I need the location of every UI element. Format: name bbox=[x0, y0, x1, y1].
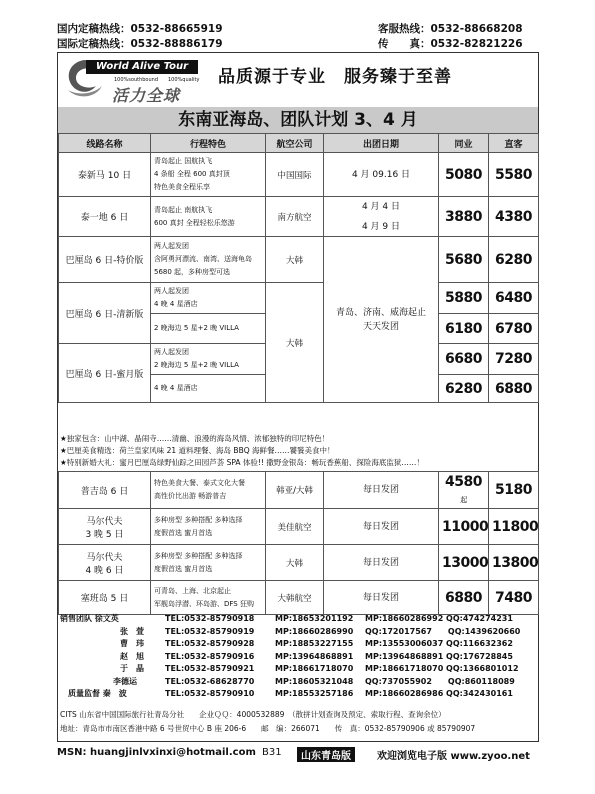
banner bbox=[58, 53, 538, 108]
page-number: B31 bbox=[262, 747, 282, 758]
note-line: ★独家包含：山中湖、晶闹寺……清幽、浪漫的海岛风情、浓郁独特的印尼特色！ bbox=[60, 434, 330, 443]
fax-line: 传 真：0532-82821226 bbox=[378, 38, 523, 50]
table-row bbox=[59, 509, 539, 545]
trade-price: 5080 bbox=[439, 153, 489, 197]
table-row bbox=[59, 237, 539, 283]
route-features: 可青岛、上海、北京起止 军舰岛浮潜、环岛游、DFS 狂购 bbox=[151, 581, 266, 615]
direct-price: 4380 bbox=[489, 197, 539, 237]
header-trade: 同业 bbox=[439, 134, 489, 153]
route-features: 青岛起止 南航执飞 600 真封 全程轻松乐悠游 bbox=[151, 197, 266, 237]
note-line: ★特别新婚大礼：蜜月巴厘岛绿野仙踪之田园芦荟 SPA 体验!! 撒野金银岛：畅玩香蕉船、探险海底监狱……！ bbox=[60, 458, 424, 467]
depart-date: 每日发团 bbox=[324, 581, 439, 615]
msn-contact: MSN: huangjinlvxinxi@hotmail.com bbox=[57, 747, 256, 758]
depart-date: 4 月 09.16 日 bbox=[324, 153, 439, 197]
airline: 韩亚/大韩 bbox=[266, 472, 324, 509]
header-route: 线路名称 bbox=[59, 134, 151, 153]
domestic-hotline: 国内定稿热线：0532-88665919 bbox=[57, 23, 223, 35]
feature-notes bbox=[60, 433, 536, 469]
logo-chinese: 活力全球 bbox=[112, 86, 181, 105]
route-name: 马尔代夫 4 晚 6 日 bbox=[59, 545, 151, 581]
airline: 南方航空 bbox=[266, 197, 324, 237]
airline: 美佳航空 bbox=[266, 509, 324, 545]
direct-price: 6480 bbox=[489, 283, 539, 314]
route-features: 青岛起止 国航执飞 4 条船 全程 600 真封顶 特色美食全程乐享 bbox=[151, 153, 266, 197]
route-features: 4 晚 4 星酒店 bbox=[151, 375, 266, 403]
route-name: 马尔代夫 3 晚 5 日 bbox=[59, 509, 151, 545]
trade-price: 6680 bbox=[439, 344, 489, 375]
trade-price: 11000 bbox=[439, 509, 489, 545]
depart-date: 4 月 4 日 4 月 9 日 bbox=[324, 197, 439, 237]
route-name: 泰一地 6 日 bbox=[59, 197, 151, 237]
intl-hotline: 国际定稿热线：0532-88886179 bbox=[57, 38, 223, 50]
route-name: 普吉岛 6 日 bbox=[59, 472, 151, 509]
trade-price: 5880 bbox=[439, 283, 489, 314]
table-row bbox=[59, 545, 539, 581]
trade-price: 6880 bbox=[439, 581, 489, 615]
slogan: 品质源于专业 服务臻于至善 bbox=[218, 67, 452, 87]
table-row bbox=[59, 283, 539, 314]
route-features: 2 晚海边 5 星+2 晚 VILLA bbox=[151, 314, 266, 344]
depart-date: 每日发团 bbox=[324, 509, 439, 545]
trade-price: 6180 bbox=[439, 314, 489, 344]
trade-price: 13000 bbox=[439, 545, 489, 581]
bottom-bar bbox=[57, 747, 539, 763]
website-link[interactable]: 欢迎浏览电子版 www.zyoo.net bbox=[377, 751, 530, 762]
direct-price: 5580 bbox=[489, 153, 539, 197]
trade-price: 5680 bbox=[439, 237, 489, 283]
depart-date: 每日发团 bbox=[324, 545, 439, 581]
edition-badge: 山东青岛版 bbox=[297, 747, 355, 762]
trade-price: 6280 bbox=[439, 375, 489, 403]
plan-table-2 bbox=[58, 471, 539, 615]
plan-title: 东南亚海岛、团队计划 3、4 月 bbox=[58, 107, 538, 134]
table-header bbox=[59, 134, 539, 153]
route-name: 巴厘岛 6 日-蜜月版 bbox=[59, 344, 151, 403]
shared-airline: 大韩 bbox=[266, 283, 324, 403]
airline: 大韩 bbox=[266, 237, 324, 283]
note-line: ★巴厘美食精选：荷兰皇家风味 21 道料理餐、海岛 BBQ 海鲜餐……饕餮美食中！ bbox=[60, 446, 335, 455]
logo-english: World Alive Tour bbox=[86, 60, 198, 74]
table-row bbox=[59, 197, 539, 237]
trade-price: 4580起 bbox=[439, 472, 489, 509]
route-features: 两人起发团 含阿勇河漂流、南湾、送海龟岛 5680 起，多种房型可选 bbox=[151, 237, 266, 283]
route-features: 两人起发团 2 晚海边 5 星+2 晚 VILLA bbox=[151, 344, 266, 375]
address-info: 地址：青岛市市南区香港中路 6 号世贸中心 B 座 206-6 邮 编：266071 传 真：0532-85790906 或 85790907 bbox=[60, 724, 476, 733]
direct-price: 7280 bbox=[489, 344, 539, 375]
route-features: 多种房型 多种搭配 多种选择 度假首选 蜜月首选 bbox=[151, 545, 266, 581]
logo bbox=[64, 56, 202, 105]
table-row bbox=[59, 472, 539, 509]
plan-table bbox=[58, 133, 539, 403]
company-info: CITS 山东省中国国际旅行社青岛分社 企业ＱＱ：4000532889 （散拼计划查询及预定、索取行程、查询余位） bbox=[60, 710, 446, 719]
table-row bbox=[59, 581, 539, 615]
route-features: 特色美食大餐、泰式文化大餐 高性价比出游 畅游普吉 bbox=[151, 472, 266, 509]
depart-date: 每日发团 bbox=[324, 472, 439, 509]
logo-tagline: 100%southbound 100%quality bbox=[114, 77, 200, 83]
direct-price: 5180 bbox=[489, 472, 539, 509]
header-feature: 行程特色 bbox=[151, 134, 266, 153]
shared-depart-date: 青岛、济南、威海起止 天天发团 bbox=[324, 237, 439, 403]
route-features: 多种房型 多种搭配 多种选择 度假首选 蜜月首选 bbox=[151, 509, 266, 545]
service-hotline: 客服热线：0532-88668208 bbox=[378, 23, 523, 35]
airline: 中国国际 bbox=[266, 153, 324, 197]
direct-price: 13800 bbox=[489, 545, 539, 581]
route-features: 两人起发团 4 晚 4 星酒店 bbox=[151, 283, 266, 314]
header-airline: 航空公司 bbox=[266, 134, 324, 153]
direct-price: 7480 bbox=[489, 581, 539, 615]
route-name: 巴厘岛 6 日-清新版 bbox=[59, 283, 151, 344]
header-direct: 直客 bbox=[489, 134, 539, 153]
direct-price: 11800 bbox=[489, 509, 539, 545]
direct-price: 6780 bbox=[489, 314, 539, 344]
airline: 大韩 bbox=[266, 545, 324, 581]
direct-price: 6280 bbox=[489, 237, 539, 283]
direct-price: 6880 bbox=[489, 375, 539, 403]
flyer-frame: World Alive Tour 100%southbound 100%quality 活力全球 品质源于专业 服务臻于至善 东南亚海岛、团队计划 3、4 月 线路名称 行程特色 航空公司 出团日期 同业 直客 泰新马 10 日 青岛起止 国航执飞 4 条船 全程 600 真封顶 特色美食全程乐享 中国国际 4 月 09.16 日 5080 5580 泰一地 6 日 青岛起止 南航执飞 600 真封 全程轻松乐悠游 南方航空 4 月 4 日 4 月 9 日 3880 4380 巴厘岛 6 日-特价版 两人起发团 含阿勇河漂流、南湾、送海龟岛 5680 起，多种房型可选 大韩 青岛、济南、威海起止 天天发团 5680 6280 巴厘岛 6 日-清新版 两人起发团 4 晚 4 星酒店 大韩 5880 6480 2 晚海边 5 星+2 晚 VILLA 6180 6780 巴厘岛 6 日-蜜月版 两人起发团 2 晚海边 5 星+2 晚 VILLA 6680 7280 4 晚 4 星酒店 6280 6880 ★独家包含：山中湖、晶闹寺……清幽、浪漫的海岛风情、浓郁独特的印尼特色！ ★巴厘美食精选：荷兰皇家风味 21 道料理餐、海岛 BBQ 海鲜餐……饕餮美食中！ ★特别新婚大礼：蜜月巴厘岛绿野仙踪之田园芦荟 SPA 体验!! 撒野金银岛：畅玩香蕉船、探险海底监狱……！ 普吉岛 6 日 特色美食大餐、泰式文化大餐 高性价比出游 畅游普吉 韩亚/大韩 每日发团 4580起 5180 马尔代夫 3 晚 5 日 多种房型 多种搭配 多种选择 度假首选 蜜月首选 美佳航空 每日发团 11000 11800 马尔代夫 4 晚 6 日 多种房型 多种搭配 多种选择 度假首选 蜜月首选 大韩 每日发团 13000 13800 塞班岛 5 日 可青岛、上海、北京起止 军舰岛浮潜、环岛游、DFS 狂购 大韩航空 每日发团 6880 7480 销售团队 徐文英 TEL:0532-85790918 MP:18653201192 MP:18660286992 QQ:474274231 张 萱 TEL:0532-85790919 MP:18660286990 QQ:172017567 QQ:1439620660 曹 玮 TEL:0532-85790928 MP:18853227155 MP:13553006037 QQ:116632362 赵 旭 TEL:0532-85790916 MP:13964868891 MP:13964868891 QQ:176728845 于 晶 TEL:0532-85790921 MP:18661718070 MP:18661718070 QQ:1366801012 李德运 TEL:0532-68628770 MP:18605321048 QQ:737055902 QQ:860118089 质量监督 秦 波 TEL:0532-85790910 MP:18553257186 MP:18660286986 QQ:342430161 CITS 山东省中国国际旅行社青岛分社 企业ＱＱ：4000532889 （散拼计划查询及预定、索取行程、查询余位） 地址：青岛市市南区香港中路 6 号世贸中心 B 座 206-6 邮 编：266071 传 真：0532-85790906 或 85790907 bbox=[57, 52, 539, 742]
route-name: 泰新马 10 日 bbox=[59, 153, 151, 197]
airline: 大韩航空 bbox=[266, 581, 324, 615]
trade-price: 3880 bbox=[439, 197, 489, 237]
route-name: 巴厘岛 6 日-特价版 bbox=[59, 237, 151, 283]
header-date: 出团日期 bbox=[324, 134, 439, 153]
table-row bbox=[59, 153, 539, 197]
route-name: 塞班岛 5 日 bbox=[59, 581, 151, 615]
